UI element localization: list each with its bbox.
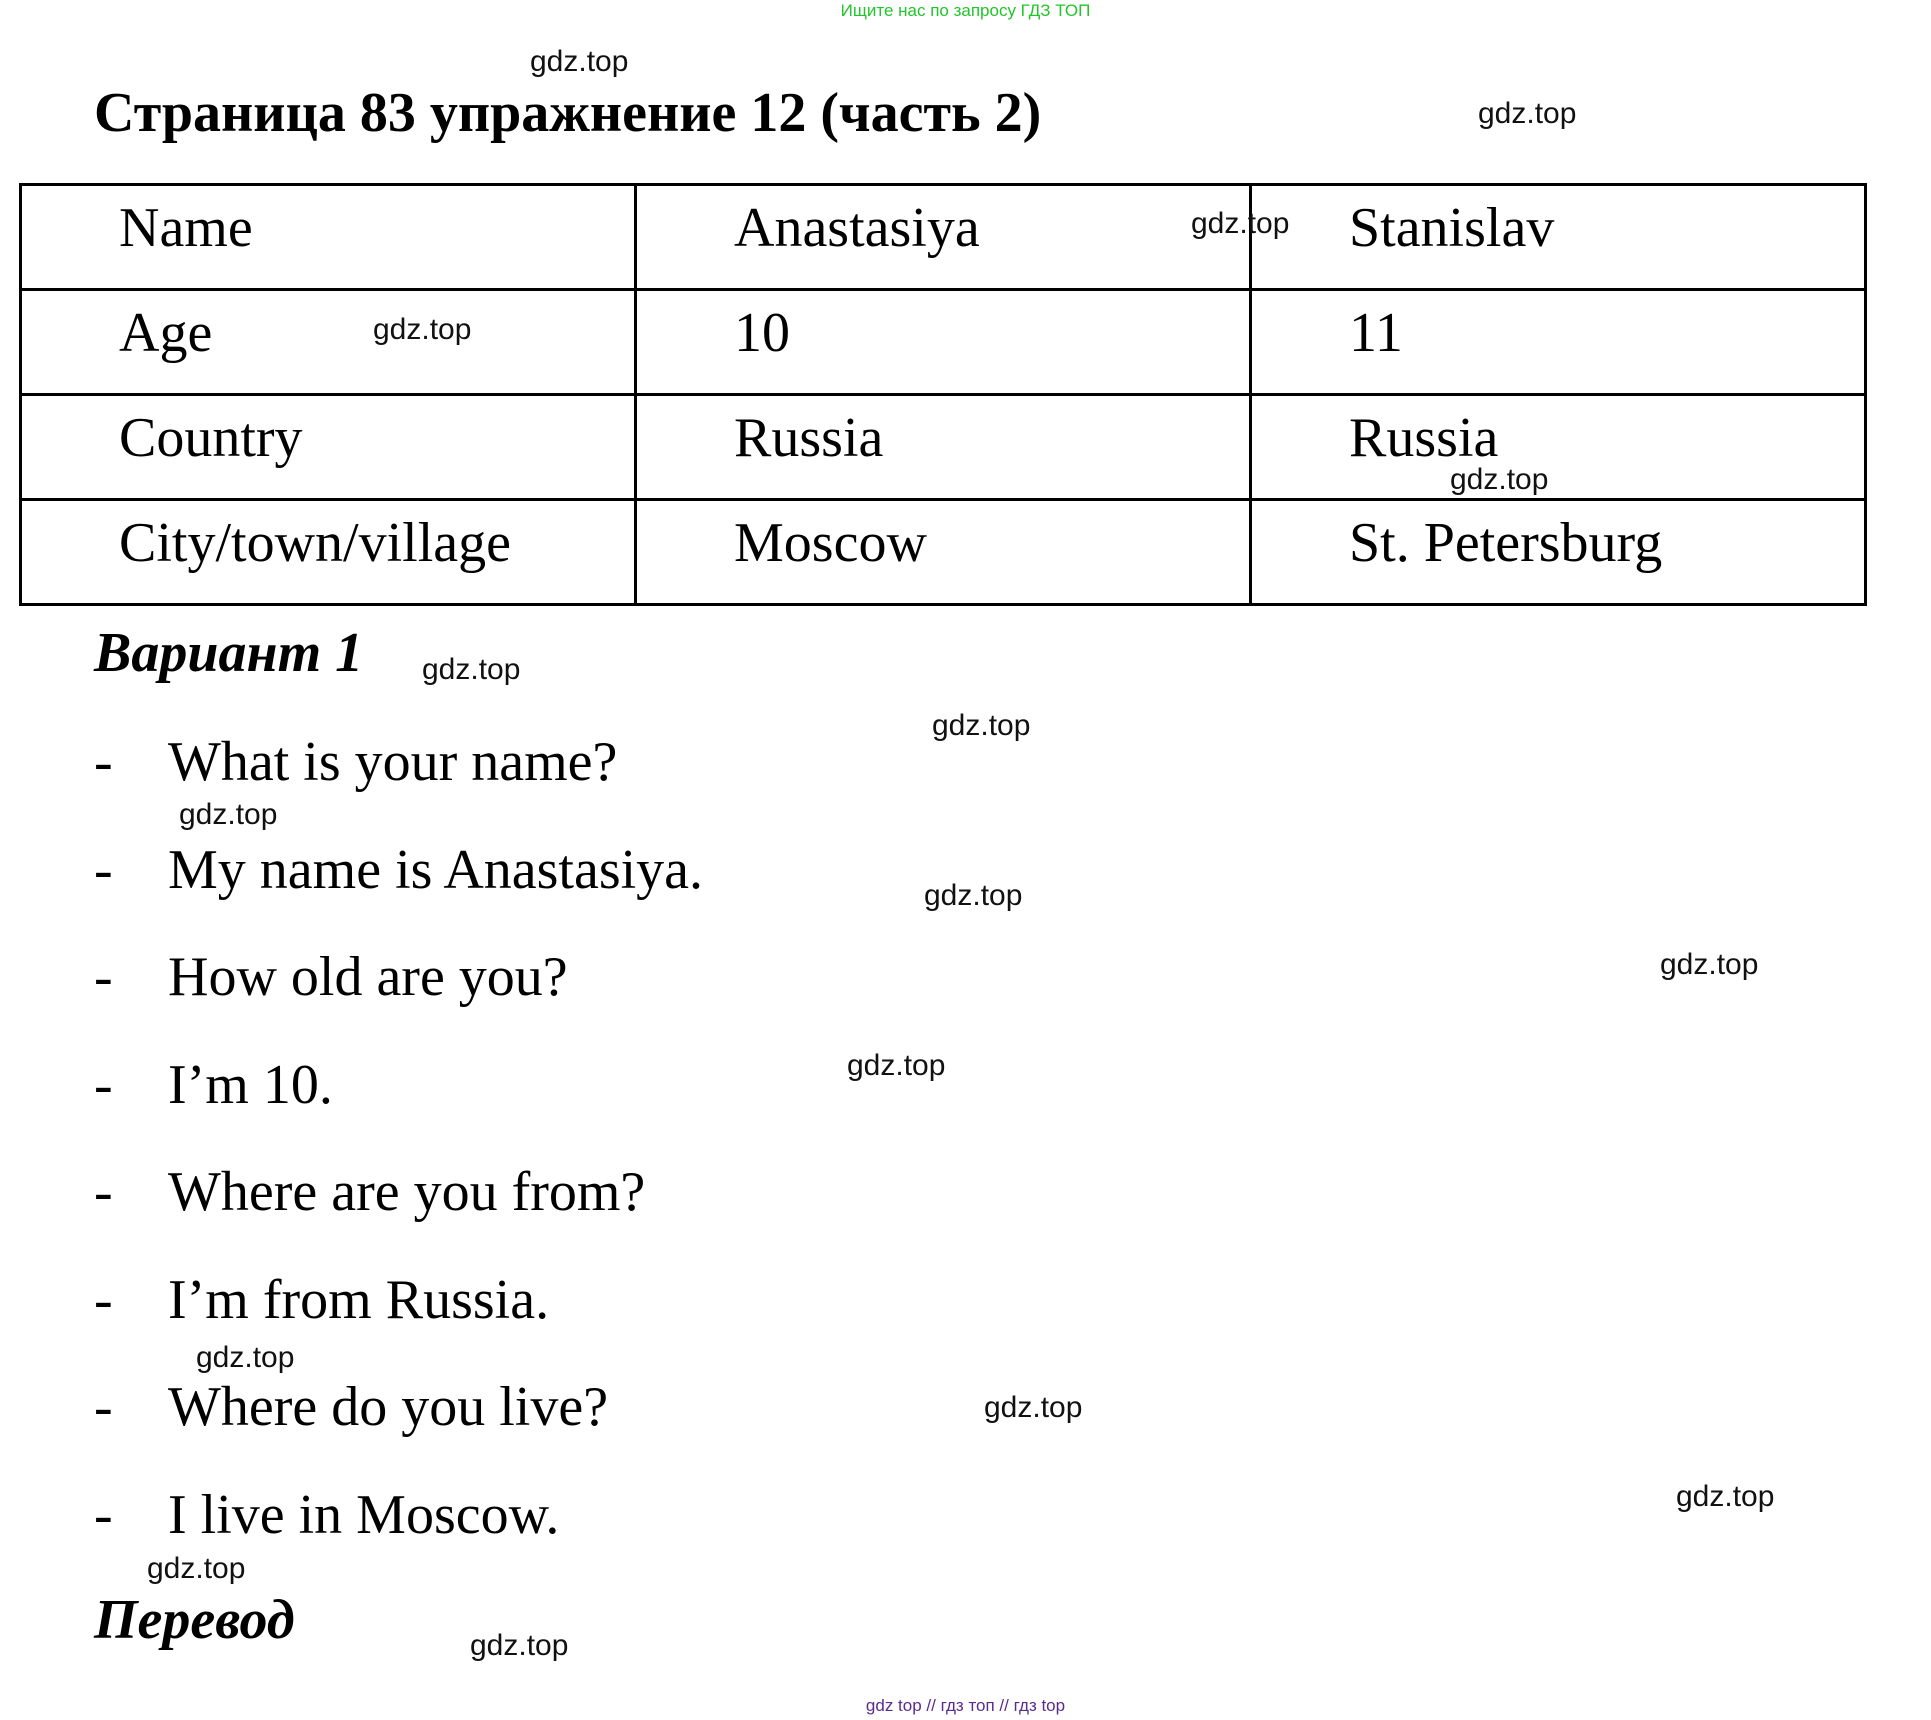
watermark: gdz.top (984, 1391, 1083, 1424)
list-item (94, 1475, 1294, 1583)
table-cell: Name (21, 185, 636, 290)
watermark: gdz.top (1450, 463, 1549, 496)
watermark: gdz.top (422, 653, 521, 686)
table-row (21, 290, 1866, 395)
list-item (94, 1367, 1294, 1475)
dialogue-text: How old are you? (168, 946, 568, 1008)
watermark: gdz.top (373, 313, 472, 346)
list-item (94, 937, 1294, 1045)
watermark: gdz.top (147, 1552, 246, 1585)
watermark: gdz.top (1478, 97, 1577, 130)
dialogue-text: I’m from Russia. (168, 1268, 550, 1331)
watermark: gdz.top (932, 709, 1031, 742)
table-cell: Stanislav (1251, 185, 1866, 290)
dialogue-text: What is your name? (168, 731, 618, 793)
table-row (21, 185, 1866, 290)
list-item (94, 1152, 1294, 1260)
dash-marker: - (94, 838, 113, 901)
watermark: gdz.top (924, 879, 1023, 912)
table-cell: 11 (1251, 290, 1866, 395)
dialogue-text: Where do you live? (168, 1376, 609, 1438)
watermark: gdz.top (470, 1629, 569, 1662)
table-cell: St. Petersburg (1251, 500, 1866, 605)
watermark: gdz.top (530, 45, 629, 78)
list-item (94, 1045, 1294, 1153)
table-cell: 10 (636, 290, 1251, 395)
dash-marker: - (94, 1268, 113, 1331)
page-title: Страница 83 упражнение 12 (часть 2) (94, 82, 1042, 144)
table-cell: Anastasiya (636, 185, 1251, 290)
table-cell: Russia (636, 395, 1251, 500)
watermark: gdz.top (1191, 207, 1290, 240)
watermark: gdz.top (1660, 948, 1759, 981)
table-row (21, 395, 1866, 500)
table-cell: Russia (1251, 395, 1866, 500)
dash-marker: - (94, 946, 113, 1008)
info-table (19, 183, 1867, 606)
dash-marker: - (94, 731, 113, 793)
top-search-hint: Ищите нас по запросу ГДЗ ТОП (840, 1, 1091, 20)
table-cell: City/town/village (21, 500, 636, 605)
dialogue-text: I live in Moscow. (168, 1483, 560, 1546)
watermark: gdz.top (847, 1049, 946, 1082)
dash-marker: - (94, 1376, 113, 1438)
list-item (94, 1260, 1294, 1368)
dialogue-text: My name is Anastasiya. (168, 838, 704, 901)
list-item (94, 830, 1294, 938)
bottom-footer-note: gdz top // гдз топ // гдз top (865, 1696, 1066, 1715)
table-cell: Age (21, 290, 636, 395)
table-cell: Moscow (636, 500, 1251, 605)
dash-marker: - (94, 1053, 113, 1116)
list-item (94, 722, 1294, 830)
dash-marker: - (94, 1161, 113, 1223)
watermark: gdz.top (196, 1341, 295, 1374)
dialogue-text: Where are you from? (168, 1161, 646, 1223)
dialogue-text: I’m 10. (168, 1053, 333, 1116)
table-row (21, 500, 1866, 605)
watermark: gdz.top (179, 798, 278, 831)
variant-heading: Вариант 1 (94, 622, 364, 684)
dash-marker: - (94, 1483, 113, 1546)
dialogue-list (94, 722, 1294, 1582)
table-cell: Country (21, 395, 636, 500)
watermark: gdz.top (1676, 1480, 1775, 1513)
translation-heading: Перевод (94, 1589, 295, 1651)
